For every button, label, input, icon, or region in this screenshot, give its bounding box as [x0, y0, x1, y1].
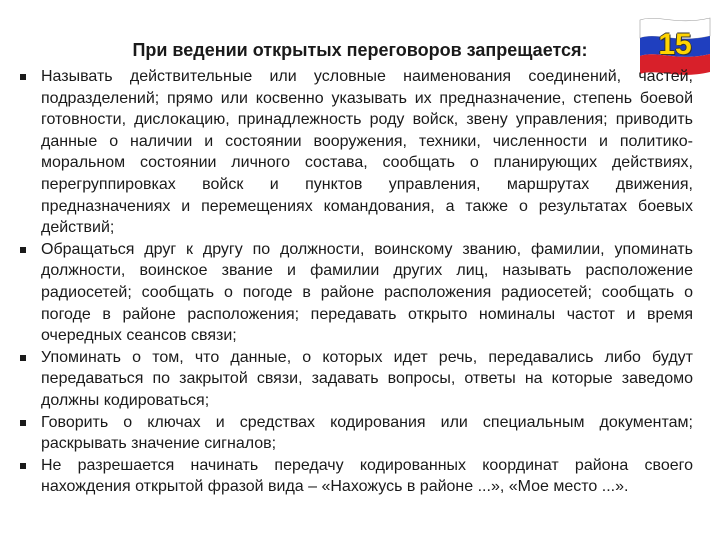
bullet-square-icon: [20, 420, 26, 426]
bullet-square-icon: [20, 74, 26, 80]
list-item-text: Называть действительные или условные наименования соединений, частей, подразделений; прямо или косвенно указывать их предназначение, степень боевой готовности, дислокацию, принадлежность роду войск, звену управления; приводить данные о наличии и состоянии вооружения, техники, численности и политико-моральном состоянии личного состава, сообщать о планирующих действиях, перегруппировках войск и пунктов управления, маршрутах движения, предназначениях и перемещениях командования, а также о результатах боевых действий;: [41, 68, 693, 237]
list-item-text: Упоминать о том, что данные, о которых идет речь, передавались либо будут передаваться по закрытой связи, задавать вопросы, ответы на которые заведомо должны кодироваться;: [41, 348, 693, 409]
list-item: [20, 239, 693, 347]
list-item: [20, 455, 693, 498]
rules-list: [20, 66, 693, 498]
slide-title: При ведении открытых переговоров запрещается:: [132, 40, 588, 60]
list-item-text: Обращаться друг к другу по должности, воинскому званию, фамилии, упоминать должности, воинское звание и фамилии других лиц, называть расположение радиосетей; сообщать о погоде в районе расположения радиосетей; сообщать о погоде в районе расположения; передавать открыто номиналы частот и время очередных сеансов связи;: [41, 240, 693, 345]
bullet-square-icon: [20, 463, 26, 469]
list-item: [20, 66, 693, 239]
bullet-square-icon: [20, 247, 26, 253]
list-item: [20, 347, 693, 412]
list-item: [20, 412, 693, 455]
list-item-text: Говорить о ключах и средствах кодирования или специальным документам; раскрывать значение сигналов;: [41, 413, 693, 453]
slide-number: 15: [658, 28, 692, 61]
list-item-text: Не разрешается начинать передачу кодированных координат района своего нахождения открытой фразой вида – «Нахожусь в районе ...», «Мое место ...».: [41, 456, 693, 496]
bullet-square-icon: [20, 355, 26, 361]
